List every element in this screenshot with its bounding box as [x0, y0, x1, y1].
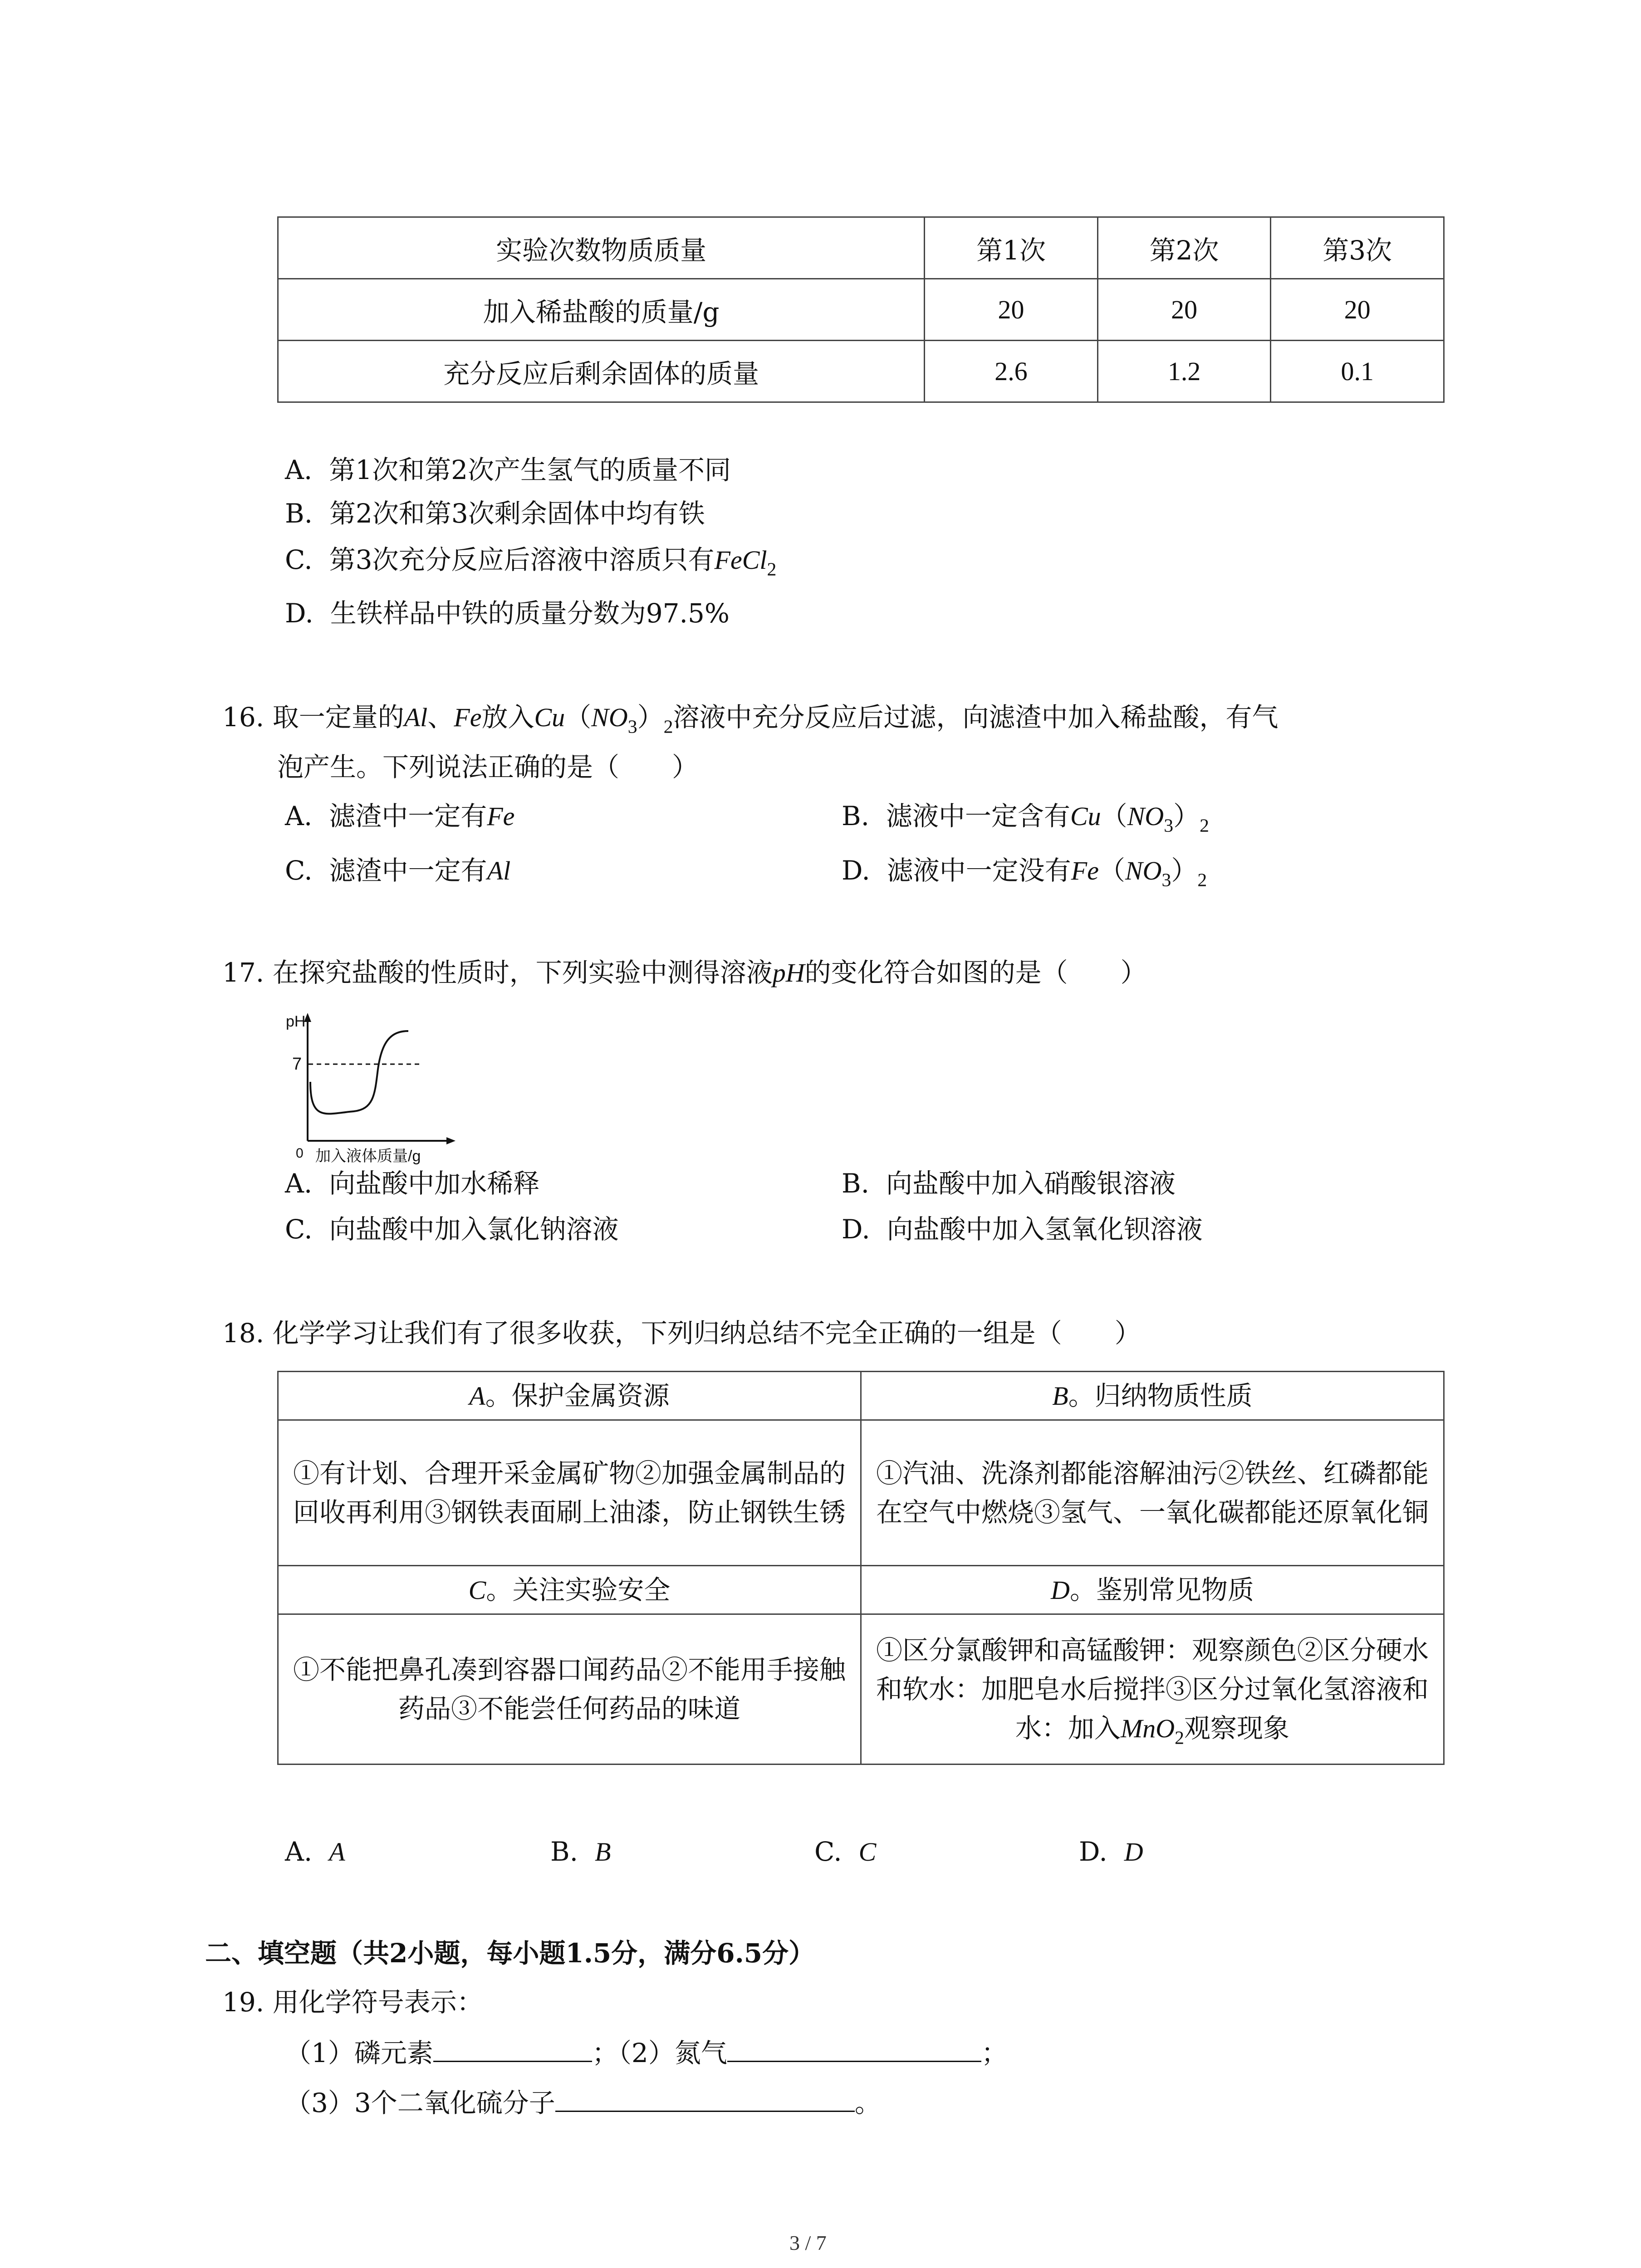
- experiment-data-table: [277, 216, 1445, 403]
- cell-d-body: ①区分氯酸钾和高锰酸钾：观察颜色②区分硬水和软水：加肥皂水后搅拌③区分过氧化氢溶液和水：加入MnO$_2$观察现象: [861, 1614, 1444, 1765]
- answer-blank-2[interactable]: [727, 2034, 981, 2062]
- q19-line1: （1）磷元素 ；（2）氮气 ；: [285, 2034, 1008, 2069]
- q15-option-b: B. 第2次和第3次剩余固体中均有铁: [285, 498, 705, 529]
- q16-option-d: D. 滤液中一定没有$Fe(NO_3)_2$: [842, 855, 1207, 891]
- q16-stem-line2: 泡产生。下列说法正确的是（ ）: [277, 752, 699, 782]
- q19-line2: （3）3个二氧化硫分子 。: [285, 2084, 881, 2119]
- page-number: 3 / 7: [789, 2231, 827, 2254]
- table-header-cell: 第2次: [1097, 217, 1271, 279]
- q17-option-a: A. 向盐酸中加水稀释: [285, 1168, 540, 1199]
- q17-option-b: B. 向盐酸中加入硝酸银溶液: [842, 1168, 1176, 1199]
- q17-stem: 17. 在探究盐酸的性质时，下列实验中测得溶液pH的变化符合如图的是（ ）: [222, 957, 1147, 988]
- table-row-label: 充分反应后剩余固体的质量: [278, 341, 925, 402]
- table-header-cell: 第3次: [1271, 217, 1444, 279]
- graph-x-label: 加入液体质量/g: [315, 1148, 421, 1165]
- q19-stem: 19. 用化学符号表示：: [222, 1987, 483, 2018]
- q16-option-b: B. 滤液中一定含有$Cu(NO_3)_2$: [842, 801, 1209, 836]
- table-cell: 20: [1271, 279, 1444, 341]
- q15-option-c: C. 第3次充分反应后溶液中溶质只有FeCl$_2$: [285, 544, 777, 580]
- answer-blank-1[interactable]: [433, 2034, 592, 2062]
- q17-option-c: C. 向盐酸中加入氯化钠溶液: [285, 1214, 619, 1245]
- table-row: [278, 1420, 1444, 1566]
- graph-origin: 0: [296, 1146, 304, 1161]
- table-row: [278, 279, 1444, 341]
- q18-option-d: D. D: [1079, 1836, 1143, 1867]
- table-header-row: [278, 1372, 1444, 1420]
- graph-ph-curve: [310, 1031, 408, 1114]
- graph-y-label: pH: [286, 1013, 306, 1030]
- table-cell: 20: [1097, 279, 1271, 341]
- graph-x-arrow: [446, 1137, 456, 1144]
- table-cell: 1.2: [1097, 341, 1271, 402]
- cell-b-body: ①汽油、洗涤剂都能溶解油污②铁丝、红磷都能在空气中燃烧③氢气、一氧化碳都能还原氧化铜: [861, 1420, 1444, 1566]
- q16-stem-line1: 16. 取一定量的Al、Fe放入$Cu(NO_3)_2$溶液中充分反应后过滤，向滤渣中加入稀盐酸，有气: [222, 702, 1279, 738]
- q15-option-a: A. 第1次和第2次产生氢气的质量不同: [285, 455, 731, 485]
- q18-stem: 18. 化学学习让我们有了很多收获，下列归纳总结不完全正确的一组是（ ）: [222, 1318, 1141, 1349]
- cell-c-body: ①不能把鼻孔凑到容器口闻药品②不能用手接触药品③不能尝任何药品的味道: [278, 1614, 861, 1765]
- q16-option-a: A. 滤渣中一定有Fe: [285, 801, 515, 831]
- table-cell: 20: [925, 279, 1098, 341]
- q15-option-d: D. 生铁样品中铁的质量分数为97.5%: [285, 598, 730, 629]
- table-header-row: [278, 217, 1444, 279]
- q17-option-d: D. 向盐酸中加入氢氧化钡溶液: [842, 1214, 1203, 1245]
- answer-blank-3[interactable]: [555, 2084, 855, 2112]
- q18-option-b: B. B: [550, 1836, 611, 1867]
- cell-b-head: B。归纳物质性质: [861, 1372, 1444, 1420]
- cell-a-body: ①有计划、合理开采金属矿物②加强金属制品的回收再利用③钢铁表面刷上油漆，防止钢铁生锈: [278, 1420, 861, 1566]
- table-header-cell: 实验次数物质质量: [278, 217, 925, 279]
- cell-a-head: A。保护金属资源: [278, 1372, 861, 1420]
- cell-c-head: C。关注实验安全: [278, 1566, 861, 1614]
- q16-option-c: C. 滤渣中一定有Al: [285, 855, 511, 886]
- table-row: [278, 341, 1444, 402]
- q18-option-a: A. A: [285, 1836, 345, 1867]
- table-header-row: [278, 1566, 1444, 1614]
- section-title: 二、填空题（共2小题，每小题1.5分，满分6.5分）: [205, 1938, 815, 1969]
- q18-option-c: C. C: [814, 1836, 877, 1867]
- summary-table: [277, 1371, 1445, 1765]
- ph-curve-graph: [272, 1005, 472, 1177]
- table-cell: 2.6: [925, 341, 1098, 402]
- table-header-cell: 第1次: [925, 217, 1098, 279]
- table-row-label: 加入稀盐酸的质量/g: [278, 279, 925, 341]
- table-row: [278, 1614, 1444, 1765]
- cell-d-head: D。鉴别常见物质: [861, 1566, 1444, 1614]
- graph-y-mark: 7: [292, 1055, 302, 1074]
- table-cell: 0.1: [1271, 341, 1444, 402]
